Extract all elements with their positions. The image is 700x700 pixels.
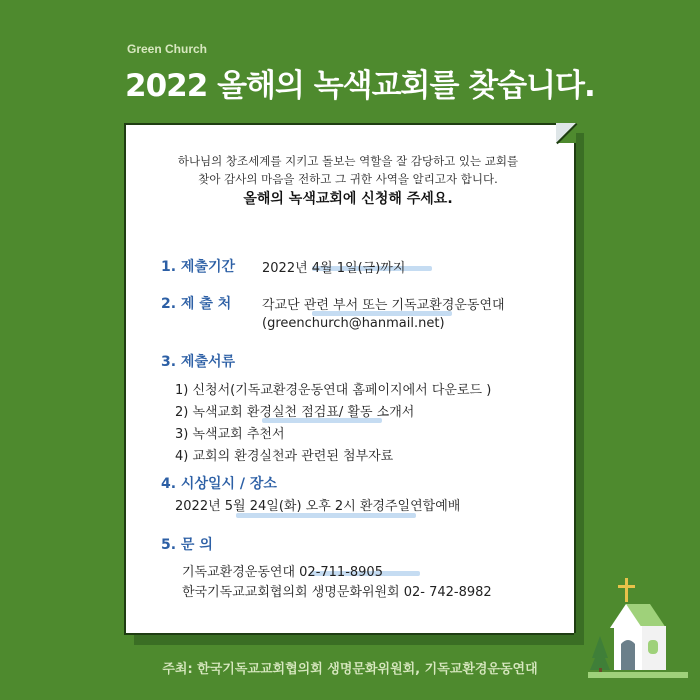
- brand-label: Green Church: [127, 42, 208, 56]
- intro-line-1: 하나님의 창조세계를 지키고 돌보는 역할을 잘 감당하고 있는 교회를: [177, 154, 519, 168]
- section-place-line-1: 각교단 관련 부서 또는 기독교환경운동연대: [262, 298, 505, 313]
- headline: 2022 올해의 녹색교회를 찾습니다.: [125, 68, 595, 104]
- intro-text: [148, 152, 548, 188]
- section-place-title: 2. 제 출 처: [161, 296, 232, 312]
- section-contact-title: 5. 문 의: [161, 537, 213, 553]
- section-period-title: 1. 제출기간: [161, 259, 236, 275]
- docs-item-2: 2) 녹색교회 환경실천 점검표/ 활동 소개서: [175, 405, 415, 420]
- docs-item-3: 3) 녹색교회 추천서: [175, 427, 285, 442]
- section-place-email: (greenchurch@hanmail.net): [262, 316, 445, 331]
- docs-item-4: 4) 교회의 환경실천과 관련된 첨부자료: [175, 449, 394, 464]
- section-period-text: 2022년 4월 1일(금)까지: [262, 261, 406, 276]
- section-award-text: 2022년 5월 24일(화) 오후 2시 환경주일연합예배: [175, 499, 461, 514]
- section-docs-title: 3. 제출서류: [161, 354, 236, 370]
- contact-line-1: 기독교환경운동연대 02-711-8905: [182, 565, 383, 580]
- docs-item-1: 1) 신청서(기독교환경운동연대 홈페이지에서 다운로드 ): [175, 383, 492, 398]
- intro-line-2: 찾아 감사의 마음을 전하고 그 귀한 사역을 알리고자 합니다.: [198, 172, 498, 186]
- footer-organizers: 주최: 한국기독교교회협의회 생명문화위원회, 기독교환경운동연대: [162, 662, 538, 677]
- intro-emphasis: 올해의 녹색교회에 신청해 주세요.: [243, 191, 453, 207]
- contact-line-2: 한국기독교교회협의회 생명문화위원회 02- 742-8982: [182, 585, 492, 600]
- section-award-title: 4. 시상일시 / 장소: [161, 476, 277, 492]
